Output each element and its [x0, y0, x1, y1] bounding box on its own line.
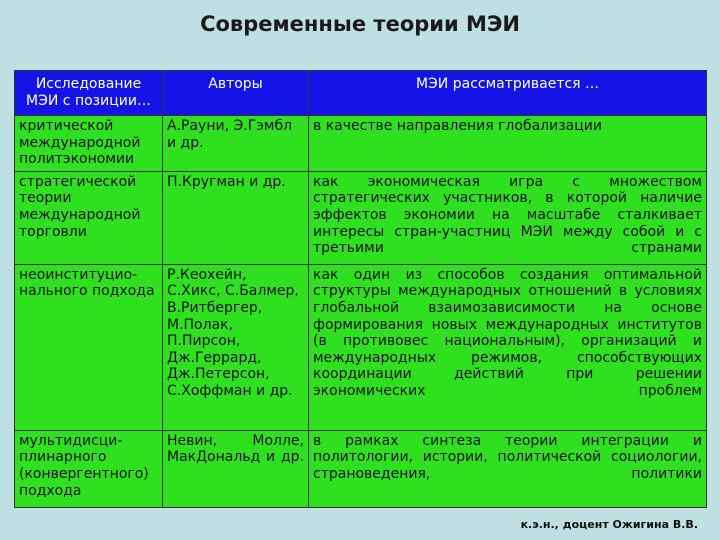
- author-credit: к.э.н., доцент Ожигина В.В.: [520, 518, 698, 531]
- theories-table: [14, 70, 707, 508]
- header-position: Исследование МЭИ с позиции…: [15, 71, 163, 116]
- row-position: мультидисци-плинарного (конвергентного) подхода: [15, 430, 163, 507]
- row-authors: Р.Кеохейн, С.Хикс, С.Балмер, В.Ритбергер, М.Полак, П.Пирсон, Дж.Геррард, Дж.Петерсон, С.Хоффман и др.: [163, 264, 309, 430]
- row-view: как один из способов создания оптимальной структуры международных отношений в условиях глобальной взаимозависимости на основе формирования новых международных институтов (в противовес национальным), организаций и международных режимов, способствующих координации действий при решении экономических проблем: [309, 264, 707, 430]
- row-authors: Невин, Молле, МакДональд и др.: [163, 430, 309, 507]
- header-authors: Авторы: [163, 71, 309, 116]
- table-header-row: [15, 71, 707, 116]
- row-authors: А.Рауни, Э.Гэмбл и др.: [163, 116, 309, 172]
- row-authors: П.Кругман и др.: [163, 171, 309, 264]
- row-position: неоинституцио-нального подхода: [15, 264, 163, 430]
- page-title: Современные теории МЭИ: [200, 12, 520, 36]
- table-row: [15, 116, 707, 172]
- table-row: [15, 171, 707, 264]
- row-position: стратегической теории международной торговли: [15, 171, 163, 264]
- row-view: в рамках синтеза теории интеграции и политологии, истории, политической социологии, страноведения, политики: [309, 430, 707, 507]
- table-row: [15, 430, 707, 507]
- row-view: как экономическая игра с множеством стратегических участников, в которой наличие эффектов экономии на масштабе сталкивает интересы стран-участниц МЭИ между собой и с третьими странами: [309, 171, 707, 264]
- header-view: МЭИ рассматривается …: [309, 71, 707, 116]
- row-position: критической международной политэкономии: [15, 116, 163, 172]
- row-view: в качестве направления глобализации: [309, 116, 707, 172]
- table-row: [15, 264, 707, 430]
